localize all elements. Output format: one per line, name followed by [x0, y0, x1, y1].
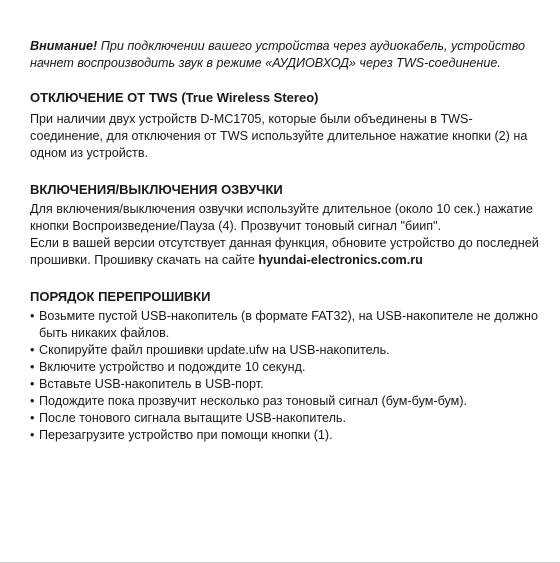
manual-page: [30, 38, 540, 444]
voice-body-1: Для включения/выключения озвучки используйте длительное (около 10 сек.) нажатие кнопки Воспроизведение/Пауза (4). Прозвучит тоновый сигнал "биип".: [30, 202, 533, 233]
list-item: [30, 308, 540, 342]
bullet-icon: •: [30, 309, 35, 323]
list-item: [30, 410, 540, 427]
bullet-icon: •: [30, 411, 35, 425]
firmware-section: [30, 288, 540, 444]
step-text: Перезагрузите устройство при помощи кнопки (1).: [39, 428, 333, 442]
voice-heading: ВКЛЮЧЕНИЯ/ВЫКЛЮЧЕНИЯ ОЗВУЧКИ: [30, 182, 283, 197]
list-item: [30, 427, 540, 444]
list-item: [30, 376, 540, 393]
voice-body-2-text: Если в вашей версии отсутствует данная функция, обновите устройство до последней прошивки. Прошивку скачать на сайте: [30, 236, 539, 267]
bullet-icon: •: [30, 360, 35, 374]
firmware-steps-list: [30, 308, 540, 444]
step-text: Включите устройство и подождите 10 секунд.: [39, 360, 306, 374]
notice-text: При подключении вашего устройства через аудиокабель, устройство начнет воспроизводить звук в режиме «АУДИОВХОД» через TWS-соединение.: [30, 39, 526, 70]
step-text: Возьмите пустой USB-накопитель (в формате FAT32), на USB-накопителе не должно быть никаких файлов.: [39, 309, 539, 340]
tws-heading: ОТКЛЮЧЕНИЕ ОТ TWS (True Wireless Stereo): [30, 90, 319, 105]
bullet-icon: •: [30, 377, 35, 391]
step-text: Скопируйте файл прошивки update.ufw на USB-накопитель.: [39, 343, 390, 357]
notice-lead: Внимание!: [30, 39, 98, 53]
website-link[interactable]: hyundai-electronics.com.ru: [258, 253, 423, 267]
list-item: [30, 359, 540, 376]
bullet-icon: •: [30, 428, 35, 442]
step-text: Подождите пока прозвучит несколько раз тоновый сигнал (бум-бум-бум).: [39, 394, 468, 408]
voice-body-2: [30, 235, 540, 269]
voice-section: [30, 181, 540, 269]
notice-paragraph: [30, 38, 540, 72]
tws-body: При наличии двух устройств D-MC1705, которые были объединены в TWS-соединение, для отключения от TWS используйте длительное нажатие кнопки (2) на одном из устройств.: [30, 112, 528, 160]
step-text: После тонового сигнала вытащите USB-накопитель.: [39, 411, 346, 425]
step-text: Вставьте USB-накопитель в USB-порт.: [39, 377, 264, 391]
tws-section: [30, 89, 540, 162]
firmware-heading: ПОРЯДОК ПЕРЕПРОШИВКИ: [30, 289, 211, 304]
list-item: [30, 393, 540, 410]
bullet-icon: •: [30, 394, 35, 408]
list-item: [30, 342, 540, 359]
bullet-icon: •: [30, 343, 35, 357]
